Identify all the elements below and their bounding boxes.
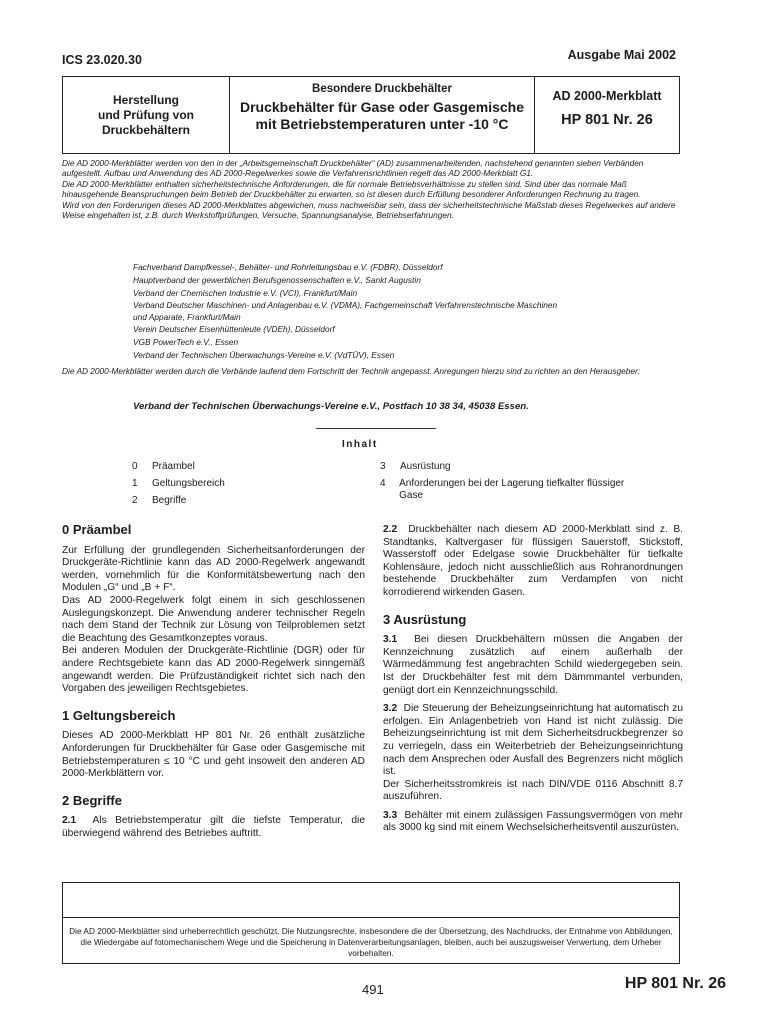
contents-list-left xyxy=(132,458,225,509)
page-number: 491 xyxy=(362,982,384,997)
body-paragraph: 3.2 Die Steuerung der Beheizungseinrichtung hat automatisch zu erfolgen. Ein Anlagenbetrieb von Hand ist nicht zulässig. Die Beheizungseinrichtung ist mit dem Sicherheitsdruckbegrenzer so zu verriegeln, dass ein Weiterbetrieb der Beheizungseinrichtung nach dem Ansprechen oder Ausfall des Begrenzers nicht möglich ist. xyxy=(383,703,683,778)
body-paragraph: Das AD 2000-Regelwerk folgt einem in sich geschlossenen Auslegungskonzept. Die Anwendung anderer technischer Regeln nach dem Stand der Technik zur Lösung von Teilproblemen setzt die Beachtung des Gesamtkonzeptes voraus. xyxy=(62,594,365,644)
intro-paragraph: Die AD 2000-Merkblätter werden von den in der „Arbeitsgemeinschaft Druckbehälter“ (AD) zusammenarbeitenden, nachstehend genannten sieben Verbänden aufgestellt. Aufbau und Anwendung des AD 2000-Regelwerkes sowie die Verfahrensrichtlinien regelt das AD 2000-Merkblatt G1. xyxy=(62,158,644,179)
body-paragraph: 3.3 Behälter mit einem zulässigen Fassungsvermögen von mehr als 3000 kg sind mit einem Wechselsicherheitsventil auszurüsten. xyxy=(383,809,683,834)
section-heading: 2 Begriffe xyxy=(62,792,122,808)
title-block xyxy=(62,76,680,154)
contents-item: 0 Präambel xyxy=(132,461,195,472)
intro-paragraph: Die AD 2000-Merkblätter enthalten sicherheitstechnische Anforderungen, die für normale Betriebsverhältnisse zu stellen sind. Sind über das normale Maß hinausgehende Beanspruchungen beim Betrieb der Druckbehälter zu erwarten, so ist diesen durch Erfüllung besonderer Anforderungen Rechnung zu tragen. xyxy=(62,178,641,200)
category-line: Herstellung xyxy=(112,92,179,107)
subject-group: Besondere Druckbehälter xyxy=(312,83,452,95)
body-paragraph: 2.1 Als Betriebstemperatur gilt die tiefste Temperatur, die überwiegend während des Betriebes auftritt. xyxy=(62,815,365,839)
section-heading: 3 Ausrüstung xyxy=(383,611,467,627)
body-paragraph: Zur Erfüllung der grundlegenden Sicherheitsanforderungen der Druckgeräte-Richtlinie kann das AD 2000-Regelwerk angewandt werden, vornehmlich für die Konformitätsbewertung nach den Modulen „G“ und „B + F“. xyxy=(62,544,365,594)
copyright-box xyxy=(62,882,680,964)
association-list xyxy=(133,261,673,362)
contents-item: 3 Ausrüstung xyxy=(380,461,451,472)
ics-code: ICS 23.020.30 xyxy=(62,53,142,67)
category-line: Druckbehältern xyxy=(101,122,190,137)
body-paragraph: Dieses AD 2000-Merkblatt HP 801 Nr. 26 enthält zusätzliche Anforderungen für Druckbehälter für Gase oder Gasgemische mit Betriebstemperaturen ≤ 10 °C und geht insoweit den anderen AD 2000-Merkblättern vor. xyxy=(62,730,365,780)
title-line: mit Betriebstemperaturen unter -10 °C xyxy=(255,116,509,132)
intro-feedback-note: Die AD 2000-Merkblätter werden durch die Verbände laufend dem Fortschritt der Technik angepasst. Anregungen hierzu sind zu richten an den Herausgeber: xyxy=(62,366,641,376)
section-heading: 1 Geltungsbereich xyxy=(62,707,176,723)
title-block-category xyxy=(63,77,230,153)
association-item: Verband der Chemischen Industrie e.V. (VCI), Frankfurt/Main xyxy=(133,288,358,298)
left-column xyxy=(62,524,365,840)
body-paragraph: Der Sicherheitsstromkreis ist nach DIN/VDE 0116 Abschnitt 8.7 auszuführen. xyxy=(383,778,683,803)
category-line: und Prüfung von xyxy=(98,107,194,122)
association-item: Verband Deutscher Maschinen- und Anlagenbau e.V. (VDMA), Fachgemeinschaft Verfahrenstechnische Maschinen xyxy=(133,300,558,310)
issue-date: Ausgabe Mai 2002 xyxy=(567,48,676,62)
section-heading: 0 Präambel xyxy=(62,522,132,537)
body-paragraph: Bei anderen Modulen der Druckgeräte-Richtlinie (DGR) oder für andere Rechtsgebiete kann das AD 2000-Regelwerk sinngemäß angewandt werden. Die Prüfzuständigkeit richtet sich nach den Vorgaben des jeweiligen Rechtsgebietes. xyxy=(62,645,365,695)
title-block-title xyxy=(230,77,535,153)
merkblatt-series: AD 2000-Merkblatt xyxy=(552,89,662,103)
association-item: und Apparate, Frankfurt/Main xyxy=(133,311,241,322)
intro-paragraph: Wird von den Forderungen dieses AD 2000-Merkblattes abgewichen, muss nachweisbar sein, dass der sicherheitstechnische Maßstab dieses Regelwerkes auf andere Weise eingehalten ist, z.B. durch Werkstoffprüfungen, Versuche, Spannungsanalyse, Betriebserfahrungen. xyxy=(62,199,676,221)
contents-list-right xyxy=(380,458,640,502)
title-block-id xyxy=(535,77,679,153)
contents-item: 1 Geltungsbereich xyxy=(132,478,225,489)
contents-item: 4 Anforderungen bei der Lagerung tiefkalter flüssiger Gase xyxy=(380,477,625,501)
contents-item: 2 Begriffe xyxy=(132,495,187,506)
document-title xyxy=(230,99,534,133)
association-item: Verband der Technischen Überwachungs-Vereine e.V. (VdTÜV), Essen xyxy=(133,349,395,360)
right-column xyxy=(383,524,683,835)
contents-divider xyxy=(316,428,436,429)
copyright-notice: Die AD 2000-Merkblätter sind urheberrechtlich geschützt. Die Nutzungsrechte, insbesondere die der Übersetzung, des Nachdrucks, der Entnahme von Abbildungen, die Wiedergabe auf fotomechanischem Wege und die Speicherung in Datenverarbeitungsanlagen, bleiben, auch bei auszugsweiser Verwertung, dem Urheber vorbehalten. xyxy=(63,917,679,959)
association-item: VGB PowerTech e.V., Essen xyxy=(133,336,239,347)
intro-text xyxy=(62,158,680,220)
body-paragraph: 2.2 Druckbehälter nach diesem AD 2000-Merkblatt sind z. B. Standtanks, Kaltvergaser für flüssigen Sauerstoff, Stickstoff, Wasserstoff oder Edelgase sowie Druckbehälter für tiefkalte Kohlensäure, jedoch nicht ausschließlich aus Rohranordnungen bestehende Druckbehälter zum Verdampfen von nicht korrodierend wirkenden Gasen. xyxy=(383,524,683,598)
publisher-address: Verband der Technischen Überwachungs-Vereine e.V., Postfach 10 38 34, 45038 Essen. xyxy=(133,401,529,412)
association-item: Hauptverband der gewerblichen Berufsgenossenschaften e.V., Sankt Augustin xyxy=(133,275,421,285)
footer-document-id: HP 801 Nr. 26 xyxy=(624,975,726,992)
contents-title: Inhalt xyxy=(342,439,378,450)
association-item: Fachverband Dampfkessel-, Behälter- und Rohrleitungsbau e.V. (FDBR), Düsseldorf xyxy=(133,262,443,272)
body-paragraph: 3.1 Bei diesen Druckbehältern müssen die Angaben der Kennzeichnung zusätzlich auf einem außerhalb der Wärmedämmung fest angebrachten Schild wiedergegeben sein. Ist der Druckbehälter fest mit dem Dämmmantel verbunden, genügt dort ein Kennzeichnungsschild. xyxy=(383,634,683,696)
title-line: Druckbehälter für Gase oder Gasgemische xyxy=(240,99,524,115)
merkblatt-number: HP 801 Nr. 26 xyxy=(561,112,653,128)
association-item: Verein Deutscher Eisenhüttenleute (VDEh), Düsseldorf xyxy=(133,323,335,334)
